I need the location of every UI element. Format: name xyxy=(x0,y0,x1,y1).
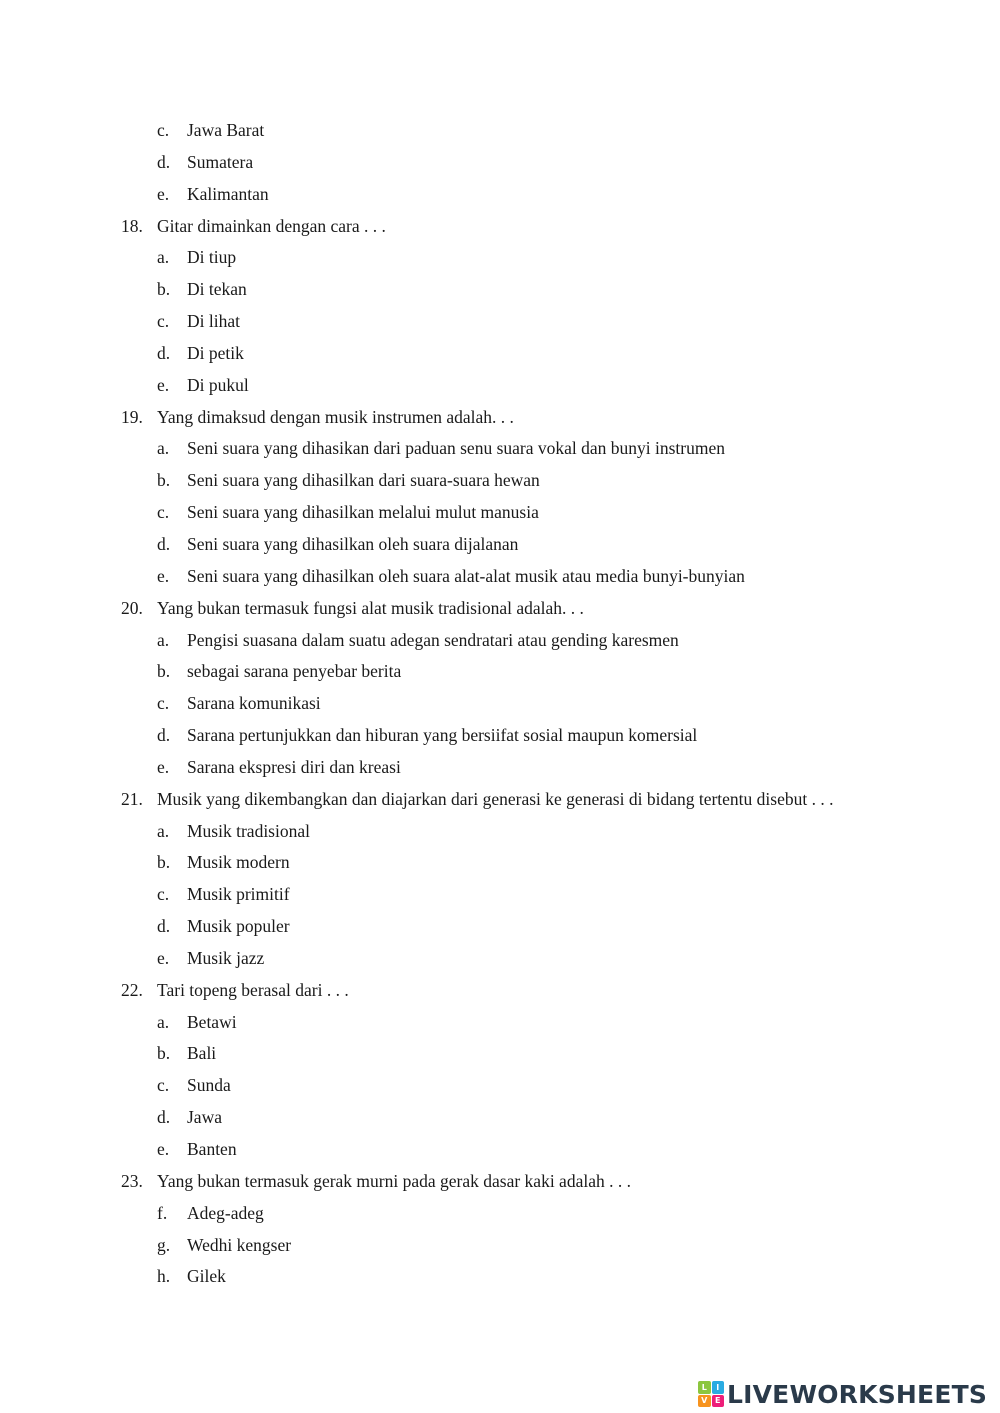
option-text: Musik primitif xyxy=(187,884,290,905)
option-row xyxy=(0,497,1000,529)
option-row xyxy=(0,1038,1000,1070)
option-text: Musik jazz xyxy=(187,947,265,968)
option-row xyxy=(0,1198,1000,1230)
question-number: 18. xyxy=(121,215,143,236)
option-row xyxy=(0,879,1000,911)
option-row xyxy=(0,179,1000,211)
worksheet-page xyxy=(0,115,1000,1293)
option-letter: d. xyxy=(157,533,171,554)
option-letter: h. xyxy=(157,1266,171,1287)
option-letter: f. xyxy=(157,1202,168,1223)
option-row xyxy=(0,370,1000,402)
option-row xyxy=(0,115,1000,147)
option-text: Adeg-adeg xyxy=(187,1202,264,1223)
option-letter: b. xyxy=(157,852,171,873)
option-text: Kalimantan xyxy=(187,183,269,204)
option-row xyxy=(0,847,1000,879)
option-row xyxy=(0,1102,1000,1134)
option-letter: c. xyxy=(157,884,170,905)
liveworksheets-brand xyxy=(698,1377,987,1411)
option-row xyxy=(0,529,1000,561)
option-letter: e. xyxy=(157,183,170,204)
option-letter: a. xyxy=(157,629,170,650)
option-letter: c. xyxy=(157,1075,170,1096)
option-row xyxy=(0,1230,1000,1262)
option-letter: c. xyxy=(157,311,170,332)
logo-tile: L xyxy=(698,1381,711,1394)
question-row xyxy=(0,211,1000,243)
option-row xyxy=(0,1134,1000,1166)
option-text: Musik tradisional xyxy=(187,820,310,841)
option-row xyxy=(0,1070,1000,1102)
logo-tile: I xyxy=(712,1381,725,1394)
option-text: Di lihat xyxy=(187,311,240,332)
option-row xyxy=(0,943,1000,975)
option-text: Seni suara yang dihasilkan dari suara-suara hewan xyxy=(187,470,540,491)
option-text: Musik populer xyxy=(187,916,290,937)
question-number: 19. xyxy=(121,406,143,427)
option-row xyxy=(0,720,1000,752)
option-letter: b. xyxy=(157,470,171,491)
option-letter: b. xyxy=(157,1043,171,1064)
question-number: 21. xyxy=(121,788,143,809)
option-row xyxy=(0,274,1000,306)
option-row xyxy=(0,147,1000,179)
option-text: Di tekan xyxy=(187,279,247,300)
option-row xyxy=(0,1007,1000,1039)
option-letter: b. xyxy=(157,279,171,300)
option-text: Seni suara yang dihasilkan melalui mulut manusia xyxy=(187,502,539,523)
question-text: Yang bukan termasuk gerak murni pada gerak dasar kaki adalah . . . xyxy=(157,1170,631,1191)
option-letter: g. xyxy=(157,1234,171,1255)
option-letter: e. xyxy=(157,756,170,777)
option-letter: a. xyxy=(157,820,170,841)
option-text: Sunda xyxy=(187,1075,231,1096)
option-letter: c. xyxy=(157,693,170,714)
question-row xyxy=(0,593,1000,625)
option-row xyxy=(0,688,1000,720)
option-letter: b. xyxy=(157,661,171,682)
option-text: Gilek xyxy=(187,1266,226,1287)
option-text: Pengisi suasana dalam suatu adegan sendratari atau gending karesmen xyxy=(187,629,679,650)
option-row xyxy=(0,752,1000,784)
option-row xyxy=(0,338,1000,370)
option-row xyxy=(0,1261,1000,1293)
logo-tile: E xyxy=(712,1395,725,1408)
question-text: Musik yang dikembangkan dan diajarkan dari generasi ke generasi di bidang tertentu disebut . . . xyxy=(157,788,834,809)
question-text: Yang dimaksud dengan musik instrumen adalah. . . xyxy=(157,406,514,427)
option-text: Seni suara yang dihasilkan oleh suara dijalanan xyxy=(187,533,519,554)
option-text: Di tiup xyxy=(187,247,237,268)
option-row xyxy=(0,625,1000,657)
logo-tile: V xyxy=(698,1395,711,1408)
option-row xyxy=(0,465,1000,497)
option-text: Musik modern xyxy=(187,852,290,873)
question-text: Yang bukan termasuk fungsi alat musik tradisional adalah. . . xyxy=(157,597,584,618)
question-row xyxy=(0,784,1000,816)
brand-name: LIVEWORKSHEETS xyxy=(727,1379,988,1409)
option-row xyxy=(0,561,1000,593)
option-row xyxy=(0,433,1000,465)
option-text: Seni suara yang dihasikan dari paduan senu suara vokal dan bunyi instrumen xyxy=(187,438,725,459)
question-row xyxy=(0,402,1000,434)
option-text: sebagai sarana penyebar berita xyxy=(187,661,402,682)
option-letter: e. xyxy=(157,374,170,395)
question-text: Tari topeng berasal dari . . . xyxy=(157,979,349,1000)
option-row xyxy=(0,242,1000,274)
option-row xyxy=(0,911,1000,943)
liveworksheets-logo-icon xyxy=(698,1381,724,1407)
option-text: Di petik xyxy=(187,342,244,363)
option-text: Seni suara yang dihasilkan oleh suara alat-alat musik atau media bunyi-bunyian xyxy=(187,565,745,586)
option-letter: a. xyxy=(157,1011,170,1032)
option-row xyxy=(0,306,1000,338)
option-text: Sumatera xyxy=(187,151,254,172)
option-letter: d. xyxy=(157,916,171,937)
question-row xyxy=(0,1166,1000,1198)
option-letter: d. xyxy=(157,151,171,172)
option-row xyxy=(0,656,1000,688)
question-number: 22. xyxy=(121,979,143,1000)
question-text: Gitar dimainkan dengan cara . . . xyxy=(157,215,386,236)
option-text: Banten xyxy=(187,1139,237,1159)
option-letter: d. xyxy=(157,1107,171,1128)
option-letter: e. xyxy=(157,1139,170,1159)
option-letter: a. xyxy=(157,247,170,268)
option-text: Di pukul xyxy=(187,374,249,395)
option-text: Sarana pertunjukkan dan hiburan yang bersiifat sosial maupun komersial xyxy=(187,725,698,746)
question-number: 23. xyxy=(121,1170,143,1191)
option-text: Jawa Barat xyxy=(187,120,265,140)
option-text: Bali xyxy=(187,1043,217,1064)
option-row xyxy=(0,816,1000,848)
option-text: Sarana ekspresi diri dan kreasi xyxy=(187,756,401,777)
option-letter: d. xyxy=(157,342,171,363)
question-row xyxy=(0,975,1000,1007)
option-letter: e. xyxy=(157,565,170,586)
option-letter: c. xyxy=(157,502,170,523)
question-number: 20. xyxy=(121,597,143,618)
option-text: Wedhi kengser xyxy=(187,1234,292,1255)
option-text: Jawa xyxy=(187,1107,222,1128)
option-letter: a. xyxy=(157,438,170,459)
option-text: Betawi xyxy=(187,1011,237,1032)
option-text: Sarana komunikasi xyxy=(187,693,321,714)
option-letter: e. xyxy=(157,947,170,968)
option-letter: c. xyxy=(157,120,170,140)
option-letter: d. xyxy=(157,725,171,746)
